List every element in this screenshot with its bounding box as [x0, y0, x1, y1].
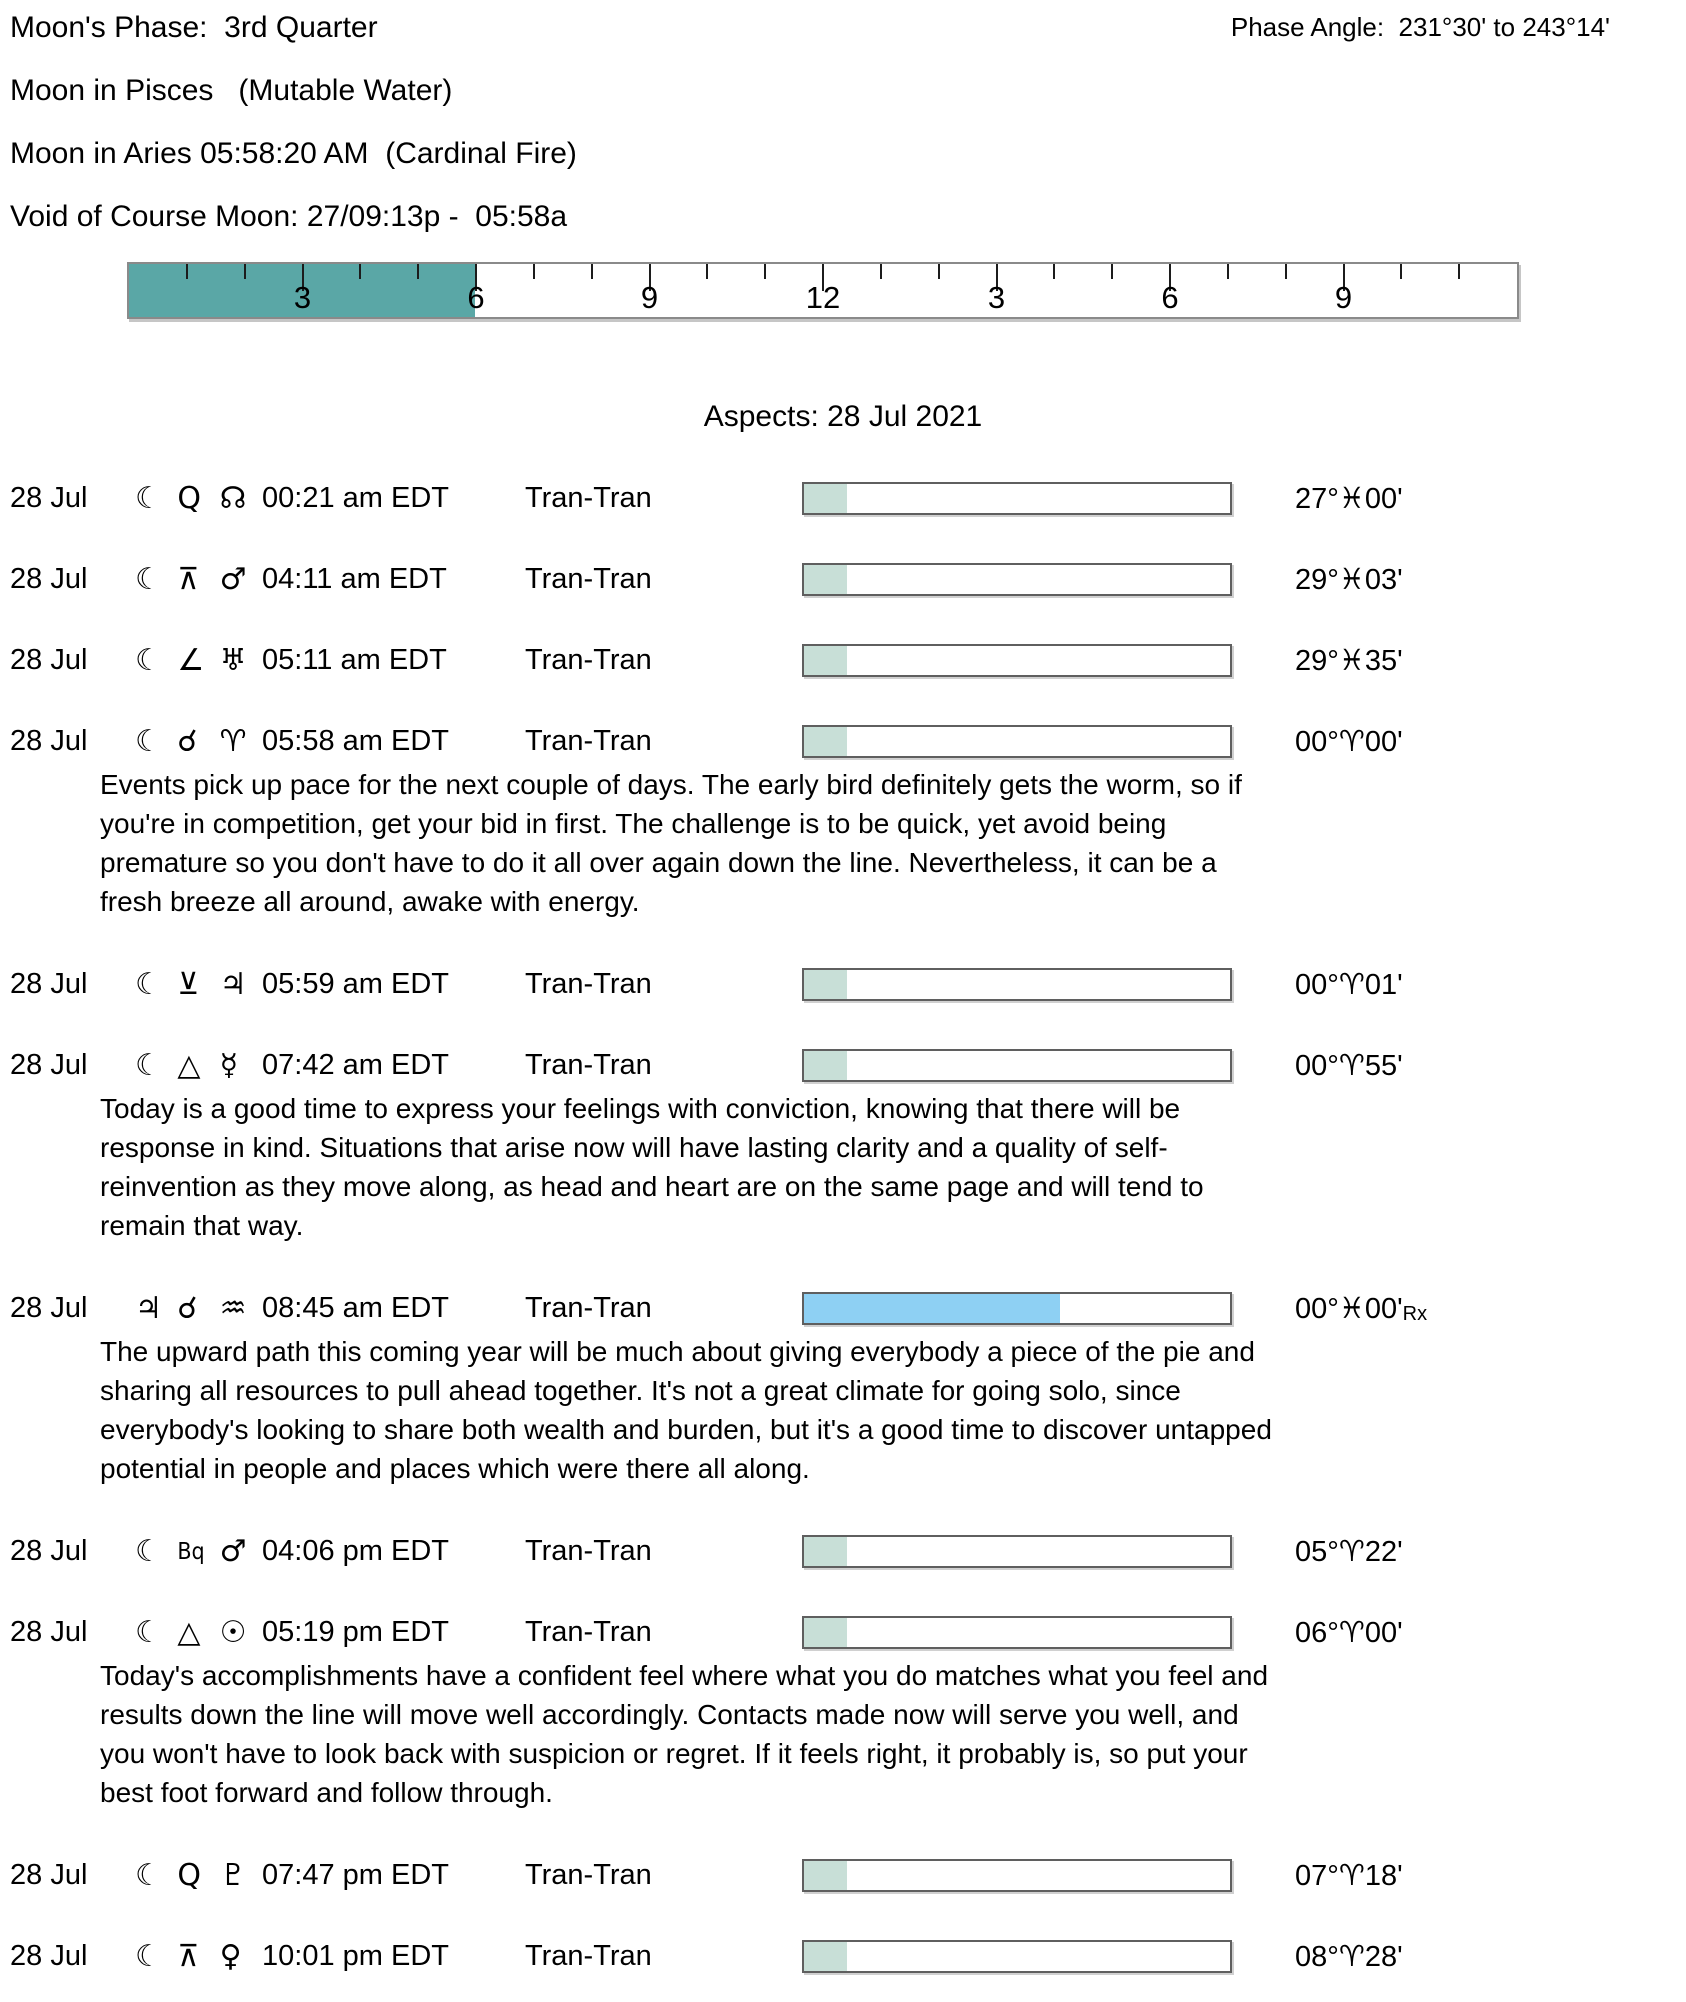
conjunction-symbol: ☌	[177, 1291, 198, 1326]
orb-progress-fill	[804, 646, 847, 675]
orb-progress-bar	[802, 968, 1232, 1001]
moon-symbol: ☾	[135, 1048, 162, 1083]
hour-tick	[1053, 264, 1055, 279]
moon-symbol: ☾	[135, 1939, 162, 1974]
aquarius-symbol: ♒	[219, 1291, 247, 1326]
aspect-type: Tran-Tran	[525, 1616, 652, 1648]
hour-label: 6	[467, 280, 485, 315]
mars-symbol: ♂	[219, 1534, 247, 1569]
hour-tick	[1227, 264, 1229, 279]
orb-progress-bar	[802, 1535, 1232, 1568]
aspect-list	[10, 481, 1686, 1974]
moon-symbol: ☾	[135, 967, 162, 1002]
aspect-degree: 06°♈00'	[1295, 1617, 1403, 1649]
aspect-time: 04:11 am EDT	[262, 563, 447, 595]
aspect-degree: 29°♓35'	[1295, 645, 1403, 677]
hour-tick	[1400, 264, 1402, 279]
orb-progress-fill	[804, 970, 847, 999]
sun-symbol: ☉	[219, 1615, 247, 1650]
mars-symbol: ♂	[219, 562, 247, 597]
moon-symbol: ☾	[135, 1858, 162, 1893]
aspect-time: 00:21 am EDT	[262, 482, 449, 514]
orb-progress-bar	[802, 1616, 1232, 1649]
aspect-date: 28 Jul	[10, 1535, 88, 1567]
hour-tick	[1285, 264, 1287, 279]
orb-progress-bar	[802, 1940, 1232, 1973]
hour-tick	[938, 264, 940, 279]
orb-progress-fill	[804, 727, 847, 756]
aspect-time: 10:01 pm EDT	[262, 1940, 449, 1972]
aspect-date: 28 Jul	[10, 725, 88, 757]
aspect-type: Tran-Tran	[525, 1535, 652, 1567]
aspect-row	[10, 1858, 1686, 1893]
aspect-type: Tran-Tran	[525, 644, 652, 676]
hour-tick	[1111, 264, 1113, 279]
aspect-time: 05:11 am EDT	[262, 644, 447, 676]
orb-progress-bar	[802, 1292, 1232, 1325]
hour-tick	[533, 264, 535, 279]
aspect-description: Today is a good time to express your feelings with conviction, knowing that there will be response in kind. Situations that arise now will have lasting clarity and a quality of self-reinvention as they move along, as head and heart are on the same page and will tend to remain that way.	[100, 1093, 1204, 1241]
aspect-time: 04:06 pm EDT	[262, 1535, 449, 1567]
aspect-degree: 05°♈22'	[1295, 1536, 1403, 1568]
aspect-degree: 00°♈00'	[1295, 726, 1403, 758]
hour-label: 3	[293, 280, 312, 315]
aspect-description: Events pick up pace for the next couple of days. The early bird definitely gets the worm, so if you're in competition, get your bid in first. The challenge is to be quick, yet avoid being premature so you don't have to do it all over again down the line. Nevertheless, it can be a fresh breeze all around, awake with energy.	[100, 769, 1242, 917]
aspect-symbols	[135, 1939, 262, 1974]
orb-progress-bar	[802, 725, 1232, 758]
biquintile-symbol: Bq	[177, 1538, 205, 1565]
aspect-degree: 00°♈55'	[1295, 1050, 1403, 1082]
hour-tick	[244, 264, 246, 279]
aspect-degree: 08°♈28'	[1295, 1941, 1403, 1973]
aspect-row	[10, 643, 1686, 678]
hour-tick	[417, 264, 419, 279]
aspect-type: Tran-Tran	[525, 725, 652, 757]
orb-progress-bar	[802, 1049, 1232, 1082]
orb-progress-fill	[804, 1051, 847, 1080]
aspect-date: 28 Jul	[10, 968, 88, 1000]
semisextile-symbol: ⊻	[177, 967, 200, 1002]
orb-progress-fill	[804, 565, 847, 594]
phase-angle-line: Phase Angle: 231°30' to 243°14'	[1230, 12, 1610, 42]
aspect-row	[10, 562, 1686, 597]
aspect-type: Tran-Tran	[525, 1049, 652, 1081]
aspect-row	[10, 1291, 1686, 1326]
moon-symbol: ☾	[135, 643, 162, 678]
void-of-course-line: Void of Course Moon: 27/09:13p - 05:58a	[10, 200, 568, 233]
aspect-symbols	[135, 967, 262, 1002]
orb-progress-fill	[804, 1942, 847, 1971]
aspect-row	[10, 1939, 1686, 1974]
aspect-date: 28 Jul	[10, 563, 88, 595]
quintile-symbol: Q	[177, 481, 201, 516]
jupiter-symbol: ♃	[219, 967, 247, 1002]
aspect-description: The upward path this coming year will be much about giving everybody a piece of the pie and sharing all resources to pull ahead together. It's not a great climate for going solo, since everybody's looking to share both wealth and burden, but it's a good time to discover untapped potential in people and places which were there all along.	[100, 1336, 1272, 1484]
aspect-row	[10, 1615, 1686, 1650]
aspect-date: 28 Jul	[10, 1859, 88, 1891]
quincunx-symbol: ⊼	[177, 562, 200, 597]
aspect-time: 05:59 am EDT	[262, 968, 449, 1000]
aspect-degree: 29°♓03'	[1295, 564, 1403, 596]
aspect-symbols	[135, 1858, 262, 1893]
mercury-symbol: ☿	[219, 1048, 239, 1083]
hour-label: 9	[640, 280, 659, 315]
aspects-title: Aspects: 28 Jul 2021	[703, 400, 983, 433]
aspect-symbols	[135, 1048, 262, 1083]
orb-progress-bar	[802, 644, 1232, 677]
aspect-date: 28 Jul	[10, 1940, 88, 1972]
hour-tick	[591, 264, 593, 279]
pluto-symbol: ♇	[219, 1858, 247, 1893]
aries-symbol: ♈	[219, 724, 247, 759]
aspect-date: 28 Jul	[10, 644, 88, 676]
orb-progress-fill	[804, 484, 847, 513]
hour-tick	[764, 264, 766, 279]
quincunx-symbol: ⊼	[177, 1939, 200, 1974]
orb-progress-bar	[802, 482, 1232, 515]
aspect-type: Tran-Tran	[525, 563, 652, 595]
moon-symbol: ☾	[135, 1615, 162, 1650]
conjunction-symbol: ☌	[177, 724, 198, 759]
aspect-row	[10, 1048, 1686, 1083]
hour-tick	[706, 264, 708, 279]
aspect-time: 05:19 pm EDT	[262, 1616, 449, 1648]
aspect-date: 28 Jul	[10, 1616, 88, 1648]
moon-symbol: ☾	[135, 562, 162, 597]
hour-label: 3	[987, 280, 1006, 315]
hour-tick	[1458, 264, 1460, 279]
orb-progress-bar	[802, 563, 1232, 596]
moon-symbol: ☾	[135, 481, 162, 516]
trine-symbol: △	[177, 1615, 201, 1650]
jupiter-symbol: ♃	[135, 1291, 162, 1326]
orb-progress-bar	[802, 1859, 1232, 1892]
retrograde-mark: Rx	[1402, 1303, 1428, 1325]
moon-ingress-line: Moon in Aries 05:58:20 AM (Cardinal Fire)	[10, 137, 577, 170]
moon-phase-line: Moon's Phase: 3rd Quarter	[10, 11, 378, 44]
aspect-symbols	[135, 643, 262, 678]
orb-progress-fill	[804, 1861, 847, 1890]
aspect-date: 28 Jul	[10, 1292, 88, 1324]
venus-symbol: ♀	[219, 1939, 242, 1974]
aspect-symbols	[135, 1291, 262, 1326]
moon-symbol: ☾	[135, 1534, 162, 1569]
aspect-type: Tran-Tran	[525, 482, 652, 514]
hour-tick	[880, 264, 882, 279]
orb-progress-fill	[804, 1618, 847, 1647]
aspect-degree: 00°♈01'	[1295, 969, 1403, 1001]
orb-progress-fill	[804, 1537, 847, 1566]
aspect-date: 28 Jul	[10, 1049, 88, 1081]
aspect-type: Tran-Tran	[525, 1292, 652, 1324]
aspect-row	[10, 1534, 1686, 1569]
aspect-description: Today's accomplishments have a confident feel where what you do matches what you feel and results down the line will move well accordingly. Contacts made now will serve you well, and you won't have to look back with suspicion or regret. If it feels right, it probably is, so put your best foot forward and follow through.	[100, 1660, 1269, 1808]
north-node-symbol: ☊	[219, 481, 247, 516]
aspect-row	[10, 724, 1686, 759]
hour-tick	[186, 264, 188, 279]
aspect-degree: 00°♓00'Rx	[1295, 1293, 1428, 1325]
aspect-time: 08:45 am EDT	[262, 1292, 449, 1324]
quintile-symbol: Q	[177, 1858, 201, 1893]
trine-symbol: △	[177, 1048, 201, 1083]
hour-tick	[359, 264, 361, 279]
hour-label: 12	[805, 280, 841, 315]
moon-sign-line: Moon in Pisces (Mutable Water)	[10, 74, 453, 107]
aspect-symbols	[135, 1534, 262, 1569]
aspect-symbols	[135, 1615, 262, 1650]
aspect-time: 07:47 pm EDT	[262, 1859, 449, 1891]
aspect-symbols	[135, 562, 262, 597]
uranus-symbol: ♅	[219, 643, 247, 678]
hour-label: 6	[1161, 280, 1179, 315]
semisquare-symbol: ∠	[177, 643, 205, 678]
aspect-row	[10, 481, 1686, 516]
aspect-time: 07:42 am EDT	[262, 1049, 449, 1081]
aspect-degree: 27°♓00'	[1295, 483, 1403, 515]
void-of-course-ruler	[127, 262, 1519, 319]
aspect-date: 28 Jul	[10, 482, 88, 514]
moon-symbol: ☾	[135, 724, 162, 759]
aspect-time: 05:58 am EDT	[262, 725, 449, 757]
aspect-row	[10, 967, 1686, 1002]
aspect-degree: 07°♈18'	[1295, 1860, 1403, 1892]
aspect-type: Tran-Tran	[525, 968, 652, 1000]
aspect-symbols	[135, 481, 262, 516]
orb-progress-fill	[804, 1294, 1060, 1323]
hour-label: 9	[1334, 280, 1353, 315]
aspect-type: Tran-Tran	[525, 1940, 652, 1972]
aspect-symbols	[135, 724, 262, 759]
aspect-type: Tran-Tran	[525, 1859, 652, 1891]
